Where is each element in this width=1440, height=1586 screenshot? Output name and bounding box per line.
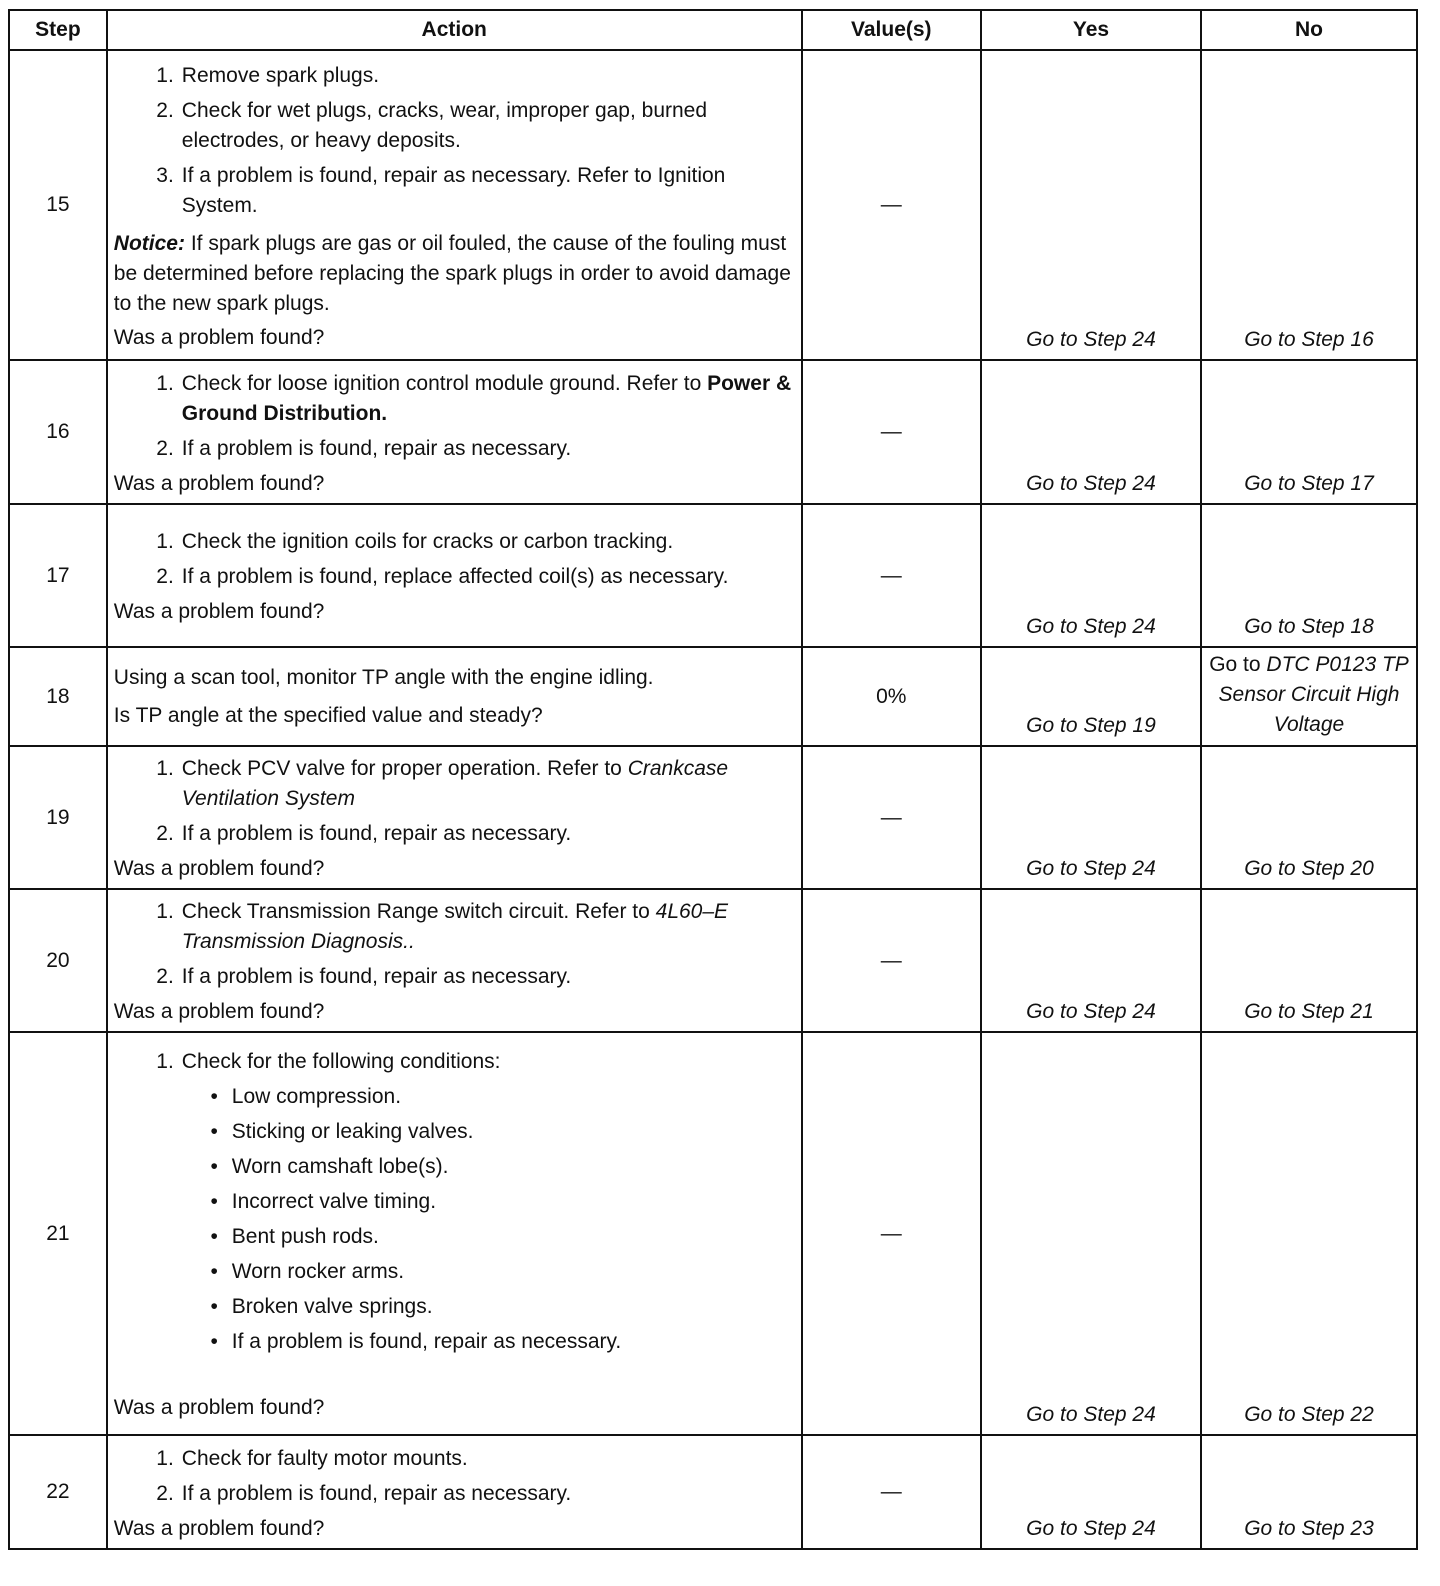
step-number: 16	[9, 360, 107, 504]
action-cell	[107, 504, 802, 647]
list-item: 1. Check for loose ignition control module ground. Refer to Power & Ground Distribution.	[156, 371, 792, 425]
dtc-reference[interactable]: DTC P0123 TP Sensor Circuit High Voltage	[1218, 652, 1409, 736]
no-link[interactable]: Go to Step 18	[1201, 504, 1417, 647]
table-row-step-21	[9, 1032, 1417, 1435]
no-link[interactable]: Go to Step 21	[1201, 889, 1417, 1032]
yes-link[interactable]: Go to Step 24	[981, 504, 1201, 647]
list-item: 2. If a problem is found, repair as necessary.	[156, 822, 572, 845]
table-row-step-17	[9, 504, 1417, 647]
instruction-text: Using a scan tool, monitor TP angle with the engine idling.	[113, 665, 654, 689]
table-row-step-19	[9, 746, 1417, 889]
action-cell	[107, 360, 802, 504]
bullet-item: • Sticking or leaking valves.	[210, 1120, 474, 1143]
yes-link[interactable]: Go to Step 24	[981, 50, 1201, 360]
yes-link[interactable]: Go to Step 24	[981, 1435, 1201, 1549]
step-number: 20	[9, 889, 107, 1032]
no-link[interactable]: Go to Step 16	[1201, 50, 1417, 360]
no-link[interactable]: Go to Step 20	[1201, 746, 1417, 889]
list-item: 1. Check the ignition coils for cracks or carbon tracking.	[156, 530, 674, 553]
value-cell: —	[802, 889, 981, 1032]
list-item: 2. If a problem is found, repair as necessary.	[156, 436, 572, 460]
table-row-step-22	[9, 1435, 1417, 1549]
question-text: Was a problem found?	[113, 600, 325, 623]
reference-link[interactable]: Crankcase Ventilation System	[181, 757, 729, 810]
value-cell: —	[802, 50, 981, 360]
yes-link[interactable]: Go to Step 24	[981, 360, 1201, 504]
step-number: 18	[9, 647, 107, 746]
value-cell: —	[802, 746, 981, 889]
question-text: Was a problem found?	[113, 325, 325, 349]
header-row	[9, 10, 1417, 50]
no-link[interactable]: Go to DTC P0123 TP Sensor Circuit High Voltage	[1201, 647, 1417, 746]
value-cell: —	[802, 1435, 981, 1549]
question-text: Was a problem found?	[113, 1396, 325, 1419]
action-cell	[107, 889, 802, 1032]
yes-link[interactable]: Go to Step 24	[981, 746, 1201, 889]
header-no: No	[1201, 10, 1417, 50]
question-text: Was a problem found?	[113, 1516, 325, 1540]
question-text: Is TP angle at the specified value and steady?	[113, 703, 543, 727]
action-cell	[107, 1435, 802, 1549]
value-cell: —	[802, 360, 981, 504]
table-row-step-18	[9, 647, 1417, 746]
no-link[interactable]: Go to Step 23	[1201, 1435, 1417, 1549]
bullet-item: • Worn rocker arms.	[210, 1260, 405, 1283]
list-item: 2. If a problem is found, replace affected coil(s) as necessary.	[156, 565, 729, 588]
reference-link[interactable]: 4L60–E Transmission Diagnosis..	[181, 900, 729, 953]
list-item: 2. If a problem is found, repair as necessary.	[156, 965, 572, 988]
header-action: Action	[107, 10, 802, 50]
step-number: 15	[9, 50, 107, 360]
no-link[interactable]: Go to Step 22	[1201, 1032, 1417, 1435]
question-text: Was a problem found?	[113, 471, 325, 495]
step-number: 22	[9, 1435, 107, 1549]
bullet-item: • If a problem is found, repair as necessary.	[210, 1330, 622, 1353]
bullet-item: • Worn camshaft lobe(s).	[210, 1155, 449, 1178]
value-cell: —	[802, 1032, 981, 1435]
action-cell	[107, 647, 802, 746]
list-item: 1. Remove spark plugs.	[156, 63, 380, 87]
table-row-step-15	[9, 50, 1417, 360]
yes-link[interactable]: Go to Step 24	[981, 1032, 1201, 1435]
diagnostic-table-page	[8, 9, 1418, 1550]
step-number: 21	[9, 1032, 107, 1435]
header-step: Step	[9, 10, 107, 50]
question-text: Was a problem found?	[113, 857, 325, 880]
yes-link[interactable]: Go to Step 19	[981, 647, 1201, 746]
value-cell: —	[802, 504, 981, 647]
action-cell	[107, 1032, 802, 1435]
list-item: 3. If a problem is found, repair as necessary. Refer to Ignition System.	[156, 163, 726, 217]
action-cell	[107, 50, 802, 360]
list-item: 2. Check for wet plugs, cracks, wear, improper gap, burned electrodes, or heavy deposits.	[156, 98, 708, 152]
list-item: 1. Check PCV valve for proper operation. Refer to Crankcase Ventilation System	[156, 757, 729, 810]
action-cell	[107, 746, 802, 889]
list-item: 1. Check Transmission Range switch circuit. Refer to 4L60–E Transmission Diagnosis..	[156, 900, 729, 953]
bullet-item: • Low compression.	[210, 1085, 402, 1108]
bullet-item: • Broken valve springs.	[210, 1295, 433, 1318]
header-values: Value(s)	[802, 10, 981, 50]
table-row-step-16	[9, 360, 1417, 504]
bullet-item: • Bent push rods.	[210, 1225, 379, 1248]
bullet-item: • Incorrect valve timing.	[210, 1190, 437, 1213]
yes-link[interactable]: Go to Step 24	[981, 889, 1201, 1032]
reference-link[interactable]: Power & Ground Distribution.	[181, 371, 792, 425]
no-link[interactable]: Go to Step 17	[1201, 360, 1417, 504]
step-number: 17	[9, 504, 107, 647]
question-text: Was a problem found?	[113, 1000, 325, 1023]
header-yes: Yes	[981, 10, 1201, 50]
table-row-step-20	[9, 889, 1417, 1032]
list-item: 1. Check for faulty motor mounts.	[156, 1446, 468, 1470]
step-number: 19	[9, 746, 107, 889]
list-item: 1. Check for the following conditions:	[156, 1050, 501, 1073]
list-item: 2. If a problem is found, repair as necessary.	[156, 1481, 572, 1505]
notice-text: Notice: If spark plugs are gas or oil fouled, the cause of the fouling must be determined before replacing the spark plugs in order to avoid damage to the new spark plugs.	[113, 231, 791, 315]
diagnostic-table	[8, 9, 1418, 1550]
value-cell: 0%	[802, 647, 981, 746]
